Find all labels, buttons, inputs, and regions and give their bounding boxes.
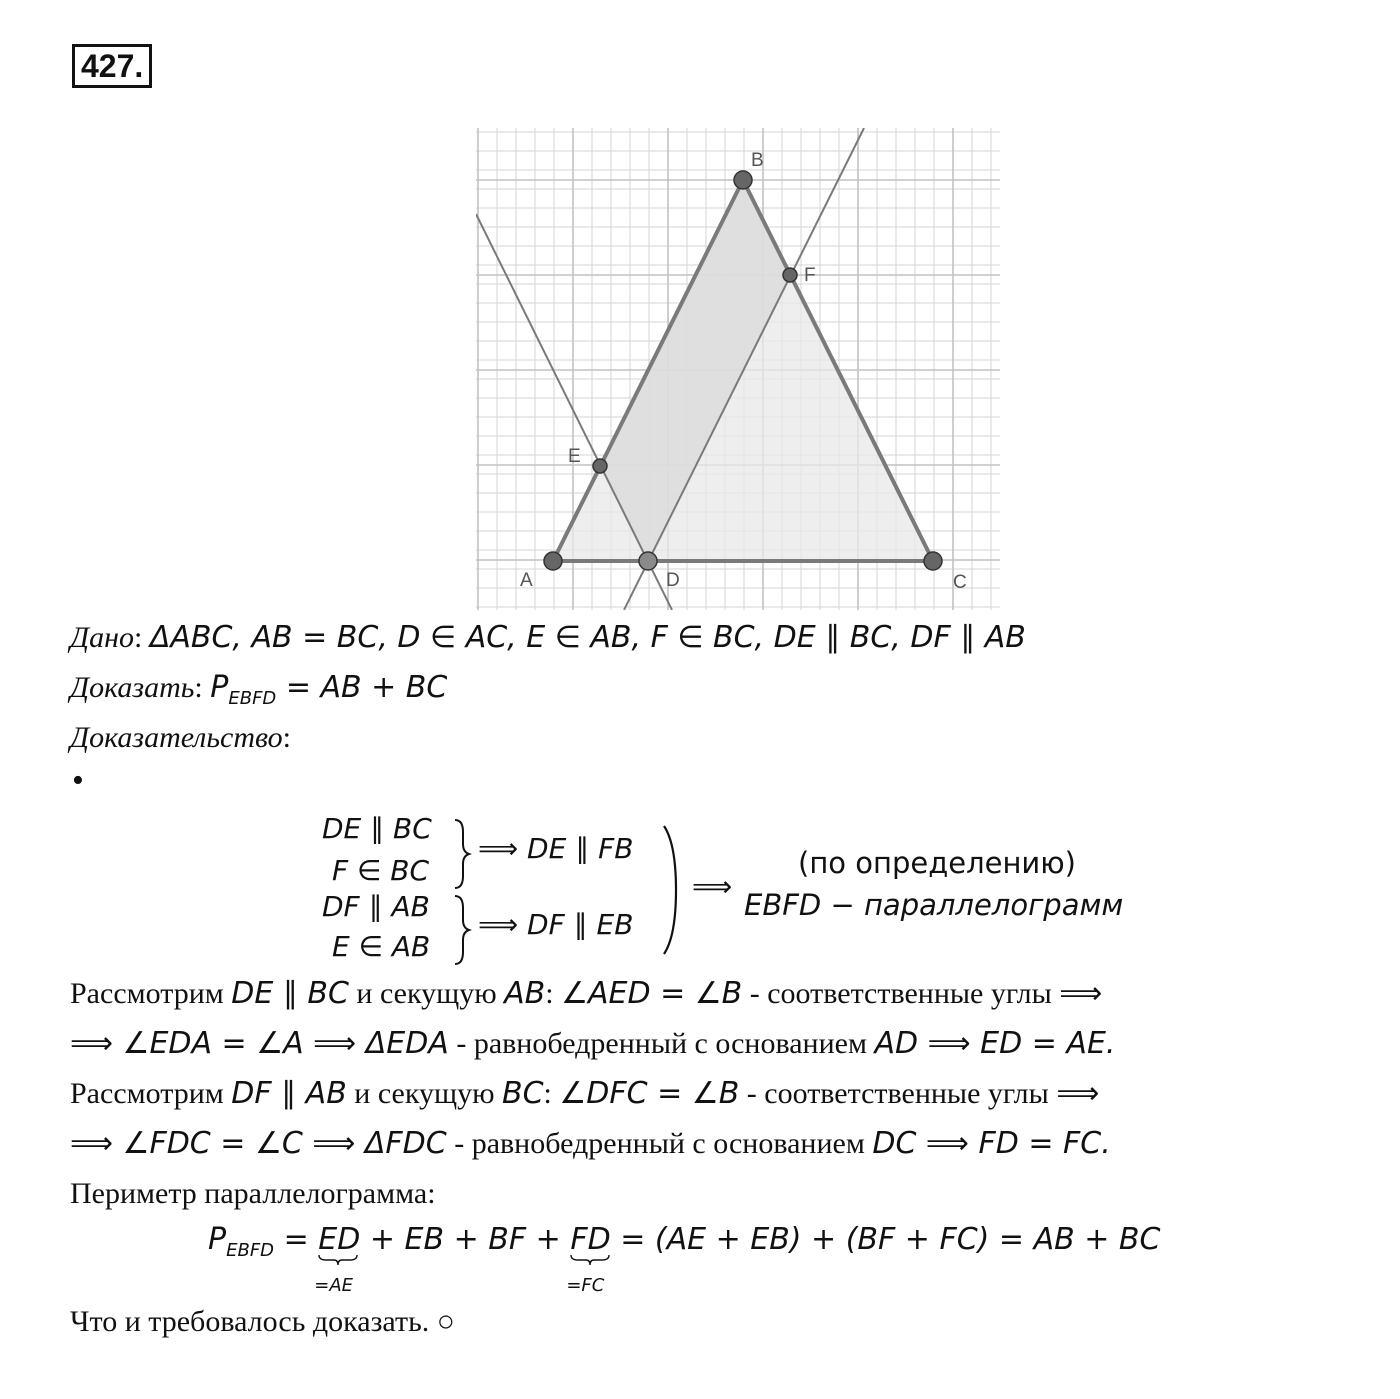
given-text: ΔABC, AB = BC, D ∈ AC, E ∈ AB, F ∈ BC, DE ∥ BC, DF ∥ AB <box>149 620 1026 655</box>
prove-lhs: P <box>210 670 229 705</box>
underbrace-fd <box>570 1254 610 1266</box>
brace-group <box>452 818 472 968</box>
conclusion-definition: (по определению) <box>798 846 1076 880</box>
system-row-2: F ∈ BC <box>332 854 430 887</box>
system-row-4: E ∈ AB <box>332 930 431 963</box>
big-bracket <box>660 824 682 956</box>
prove-line: Доказать: $P_{EBFD}$ = AB + BC <box>70 670 448 709</box>
label-d: D <box>666 570 680 591</box>
ed-note: =AE <box>314 1275 354 1296</box>
point-f <box>783 268 797 282</box>
given-label: Дано <box>70 621 134 654</box>
geometry-figure <box>476 128 1000 610</box>
label-b: B <box>751 150 764 171</box>
point-c <box>924 552 942 570</box>
label-e: E <box>568 446 581 467</box>
system-result-1: ⟹ DE ∥ FB <box>478 832 634 865</box>
underbrace-ed <box>318 1254 358 1266</box>
problem-number: 427. <box>72 44 152 88</box>
point-e <box>593 459 607 473</box>
system-row-1: DE ∥ BC <box>322 812 432 845</box>
paragraph-4: ⟹ ∠FDC = ∠C ⟹ ΔFDC - равнобедренный с основанием DC ⟹ FD = FC. <box>70 1126 1111 1161</box>
point-d <box>639 552 657 570</box>
right-brace-1 <box>455 820 469 888</box>
point-a <box>544 552 562 570</box>
system-implies: ⟹ <box>692 870 733 903</box>
ed-term: ED =AE <box>318 1220 360 1260</box>
conclusion-parallelogram: EBFD − параллелограмм <box>744 888 1124 922</box>
prove-rhs: = AB + BC <box>276 670 448 705</box>
paragraph-3: Рассмотрим DF ∥ AB и секущую BC: ∠DFC = ∠B - соответственные углы ⟹ <box>70 1076 1100 1111</box>
proof-line: Доказательство: <box>70 721 291 754</box>
label-a: A <box>520 570 533 591</box>
right-brace-2 <box>455 896 469 964</box>
proof-label: Доказательство <box>70 721 283 754</box>
perimeter-label: Периметр параллелограмма: <box>70 1177 436 1210</box>
given-line: Дано: ΔABC, AB = BC, D ∈ AC, E ∈ AB, F ∈ BC, DE ∥ BC, DF ∥ AB <box>70 620 1026 655</box>
point-b <box>734 171 752 189</box>
label-c: C <box>953 572 967 593</box>
prove-label: Доказать <box>70 671 195 704</box>
system-row-3: DF ∥ AB <box>322 890 430 923</box>
paragraph-2: ⟹ ∠EDA = ∠A ⟹ ΔEDA - равнобедренный с основанием AD ⟹ ED = AE. <box>70 1026 1116 1061</box>
bullet: • <box>72 762 84 799</box>
system-result-2: ⟹ DF ∥ EB <box>478 908 634 941</box>
perimeter-formula: $P_{EBFD}$ = ED =AE + EB + BF + FD =FC = (AE + EB) + (BF + FC) = AB + BC <box>208 1220 1160 1271</box>
label-f: F <box>804 265 816 286</box>
fd-note: =FC <box>566 1275 605 1296</box>
prove-lhs-sub: EBFD <box>228 688 277 709</box>
qed-line: Что и требовалось доказать. ○ <box>70 1305 455 1338</box>
fd-term: FD =FC <box>570 1220 610 1260</box>
paragraph-1: Рассмотрим DE ∥ BC и секущую AB: ∠AED = ∠B - соответственные углы ⟹ <box>70 976 1103 1011</box>
